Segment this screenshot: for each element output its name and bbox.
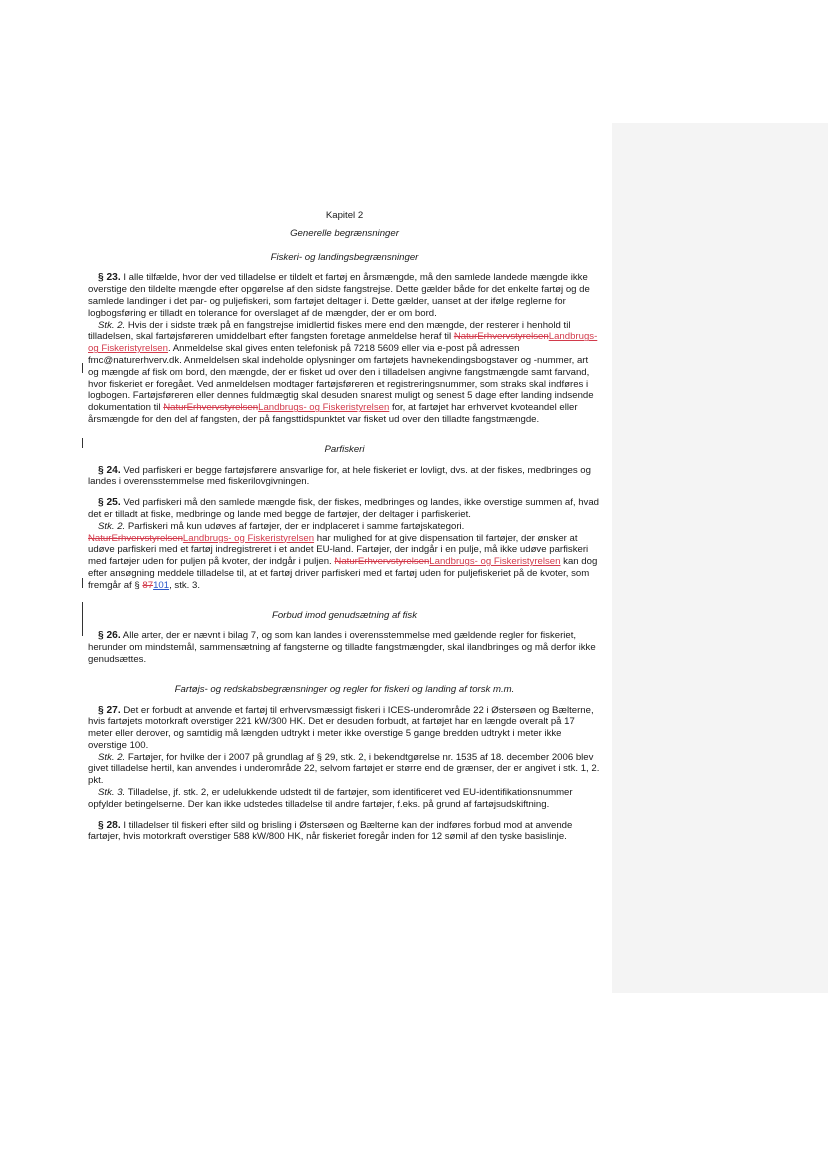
section-heading: Fartøjs- og redskabsbegrænsninger og regler for fiskeri og landing af torsk m.m. (174, 683, 515, 695)
paragraph-25-stk2 (88, 521, 601, 592)
paragraph-23-stk2 (88, 320, 601, 426)
section-number: § 26. (98, 630, 121, 642)
paragraph-text: I alle tilfælde, hvor der ved tilladelse er tildelt et fartøj en årsmængde, må den samlede landede mængde ikke overstige den tildelte mængde efter opgørelse af den sidste fangstrejse. Dette gælder både for det enkelte fartøj og de samlede landinger i det par- og puljefiskeri, som fartøjet deltager i. Dette gælder, uanset at der ifølge reglerne for logbogsføring er tilladt en tolerance for overslaget af de mængder, der er om bord. (88, 272, 590, 319)
paragraph-text: Ved parfiskeri må den samlede mængde fisk, der fiskes, medbringes og landes, ikke overstige summen af, hvad det er tilladt at fiske, medbringe og lande med begge de fartøjer, der deltager i parfiskeriet. (88, 497, 599, 520)
paragraph-text: for, at fartøjet har erhvervet kvoteandel eller årsmængde for den del af fangsten, der på fangsttidspunktet var fisket ud over den tilladte fangstmængde. (88, 402, 578, 425)
change-bar (82, 578, 83, 588)
chapter-title: Kapitel 2 (325, 210, 364, 221)
paragraph-27 (88, 705, 601, 752)
chapter-subtitle: Generelle begrænsninger (290, 227, 399, 239)
paragraph-27-stk3 (88, 787, 601, 811)
deleted-text: NaturErhvervstyrelsen (453, 331, 549, 343)
paragraph-23 (88, 272, 601, 319)
paragraph-text: Hvis der i sidste træk på en fangstrejse imidlertid fiskes mere end den mængde, der resterer i henhold til tilladelsen, skal fartøjsføreren umiddelbart efter fangsten foretage anmeldelse heraf til (88, 319, 571, 343)
section-number: § 28. (98, 819, 121, 831)
stk-label: Stk. 2. (98, 751, 126, 763)
paragraph-text: har mulighed for at give dispensation til fartøjer, der ønsker at udøve parfiskeri med et fartøj indregistreret i et andet EU-land. Fartøjer, der indgår i en pulje, må ikke udøve parfiskeri med fartøjer uden for puljen på kvoter, der indgår i puljen. (88, 532, 589, 568)
paragraph-text: . Anmeldelse skal gives enten telefonisk på 7218 5609 eller via e-post på adressen fmc@naturerhverv.dk. Anmeldelsen skal indeholde oplysninger om fartøjets havnekendingsbogstaver og -nummer, art og mængde af fisk om bord, den mængde, der er fisket ud over den i tilladelsen angivne fangstmængde samt farvand, hvor fiskeriet er foregået. Ved anmeldelsen modtager fartøjsføreren et registreringsnummer, som straks skal indføres i logbogen. Fartøjsføreren eller dennes fuldmægtig skal desuden snarest muligt og senest 5 dage efter landing indsende dokumentation til (88, 343, 594, 414)
paragraph-28 (88, 820, 601, 844)
paragraph-25 (88, 497, 601, 521)
section-heading: Fiskeri- og landingsbegrænsninger (270, 251, 419, 263)
paragraph-text: Parfiskeri må kun udøves af fartøjer, der er indplaceret i samme fartøjskategori. (125, 520, 465, 532)
paragraph-text: Tilladelse, jf. stk. 2, er udelukkende udstedt til de fartøjer, som identificeret ved EU-identifikationsnummer opfylder betingelserne. Der kan ikke udstedes tilladelse til andre fartøjer, f.eks. på grund af fartøjsudskiftning. (88, 787, 573, 810)
stk-label: Stk. 2. (98, 520, 126, 532)
inserted-text: Landbrugs- og Fiskeristyrelsen (258, 402, 390, 414)
paragraph-text: kan dog efter ansøgning meddele tilladelse til, at et fartøj driver parfiskeri med et fartøj uden for puljefiskeriet på de kvoter, som fremgår af § (88, 556, 598, 591)
section-number: § 24. (98, 464, 121, 476)
section-heading: Forbud imod genudsætning af fisk (271, 609, 418, 621)
paragraph-text: , stk. 3. (169, 579, 201, 591)
paragraph-text: Fartøjer, for hvilke der i 2007 på grundlag af § 29, stk. 2, i bekendtgørelse nr. 1535 af 18. december 2006 blev givet tilladelse hertil, kan anvendes i underområde 22, selvom fartøjet er større end de grænser, der er angivet i stk. 1, 2. pkt. (88, 751, 600, 787)
change-bar (82, 438, 83, 448)
document-page (88, 210, 601, 843)
inserted-text: Landbrugs- og Fiskeristyrelsen (429, 556, 561, 568)
deleted-number: 87 (142, 579, 154, 591)
section-number: § 25. (98, 497, 121, 509)
paragraph-text: I tilladelser til fiskeri efter sild og brisling i Østersøen og Bælterne kan der indføres forbud mod at anvende fartøjer, hvis motorkraft overstiger 588 kW/800 HK, når fiskeriet foregår inden for 12 sømil af den tyske basislinje. (88, 819, 573, 843)
deleted-text: NaturErhvervstyrelsen (334, 556, 430, 568)
stk-label: Stk. 2. (98, 319, 126, 331)
change-bar (82, 363, 83, 373)
paragraph-26 (88, 630, 601, 665)
section-number: § 23. (98, 272, 121, 284)
comment-margin-panel (612, 123, 828, 993)
paragraph-text: Ved parfiskeri er begge fartøjsførere ansvarlige for, at hele fiskeriet er lovligt, dvs. at der fiskes, medbringes og landes i overensstemmelse med fiskerilovgivningen. (88, 464, 591, 488)
deleted-text: NaturErhvervstyrelsen (88, 532, 183, 544)
stk-label: Stk. 3. (98, 787, 126, 799)
inserted-text: Landbrugs- og Fiskeristyrelsen (182, 532, 315, 544)
section-number: § 27. (98, 704, 121, 716)
section-heading: Parfiskeri (324, 443, 365, 455)
change-bar (82, 602, 83, 636)
deleted-text: NaturErhvervstyrelsen (163, 402, 259, 414)
paragraph-24 (88, 465, 601, 489)
inserted-text: Landbrugs- og Fiskeristyrelsen (88, 331, 598, 355)
paragraph-27-stk2 (88, 752, 601, 787)
paragraph-text: Det er forbudt at anvende et fartøj til erhvervsmæssigt fiskeri i ICES-underområde 22 i Østersøen og Bælterne, hvis fartøjets motorkraft overstiger 221 kW/300 HK. Det er desuden forbudt, at fartøjet har en længde overalt på 17 meter eller derover, og samtidig må længden udtrykt i meter ikke overstige 5 gange bredden udtrykt i meter ikke overstige 100. (88, 704, 594, 751)
inserted-number: 101 (153, 579, 170, 591)
paragraph-text: Alle arter, der er nævnt i bilag 7, og som kan landes i overensstemmelse med gældende regler for fiskeriet, herunder om mindstemål, sammensætning af fangsterne og tilladte fangstmængder, skal ilandbringes og må derfor ikke genudsættes. (88, 630, 596, 665)
